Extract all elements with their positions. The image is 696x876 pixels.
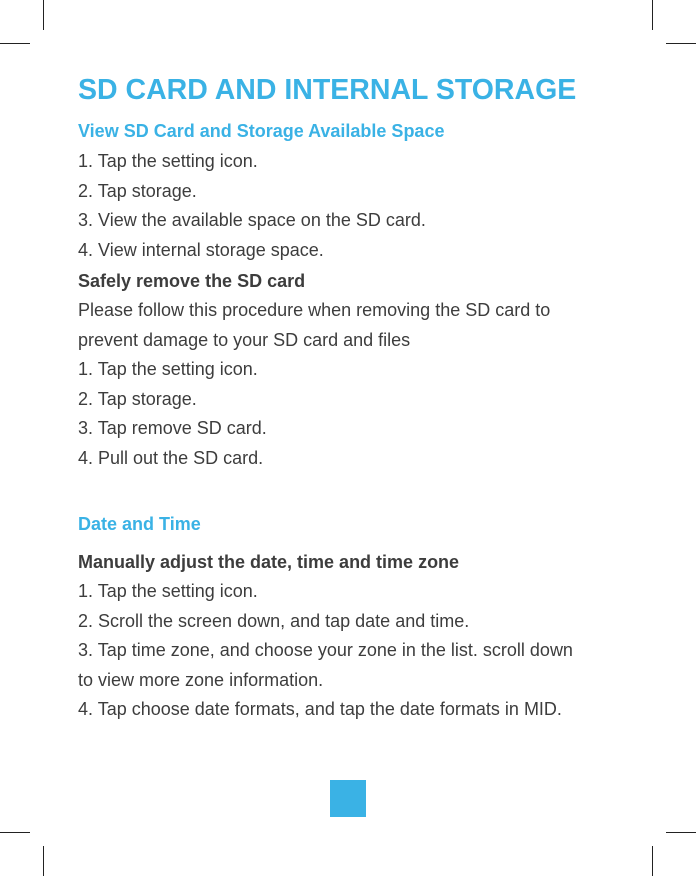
page-marker [330, 780, 366, 817]
list-item: 1. Tap the setting icon. [78, 581, 258, 601]
crop-mark-bottom-right-horizontal [666, 832, 696, 833]
list-item: to view more zone information. [78, 669, 324, 690]
crop-mark-top-left-vertical [43, 0, 44, 30]
list-item: 4. Tap choose date formats, and tap the date formats in MID. [78, 699, 562, 719]
crop-mark-top-right-vertical [652, 0, 653, 30]
list-item: 3. Tap time zone, and choose your zone in the list. scroll down [78, 640, 573, 660]
subsection-heading-adjust-date: Manually adjust the date, time and time zone [78, 552, 460, 572]
list-item: 2. Tap storage. [78, 180, 197, 201]
list-item: 2. Tap storage. [78, 388, 197, 409]
section-heading-view-storage: View SD Card and Storage Available Space [78, 121, 445, 141]
crop-mark-top-right-horizontal [666, 43, 696, 44]
page-title: SD CARD AND INTERNAL STORAGE [78, 74, 577, 106]
crop-mark-top-left-horizontal [0, 43, 30, 44]
list-item: 1. Tap the setting icon. [78, 151, 258, 171]
list-item: 1. Tap the setting icon. [78, 359, 258, 379]
paragraph-line: prevent damage to your SD card and files [78, 329, 411, 350]
crop-mark-bottom-left-vertical [43, 846, 44, 876]
section-heading-date-time: Date and Time [78, 514, 201, 534]
list-item: 4. View internal storage space. [78, 239, 324, 260]
crop-mark-bottom-left-horizontal [0, 832, 30, 833]
list-item: 4. Pull out the SD card. [78, 447, 264, 468]
crop-mark-bottom-right-vertical [652, 846, 653, 876]
list-item: 3. Tap remove SD card. [78, 418, 267, 438]
list-item: 2. Scroll the screen down, and tap date and time. [78, 610, 470, 631]
list-item: 3. View the available space on the SD card. [78, 210, 426, 230]
page-content [78, 73, 658, 725]
paragraph-line: Please follow this procedure when removing the SD card to [78, 300, 551, 320]
section-heading-remove-sd: Safely remove the SD card [78, 271, 306, 291]
